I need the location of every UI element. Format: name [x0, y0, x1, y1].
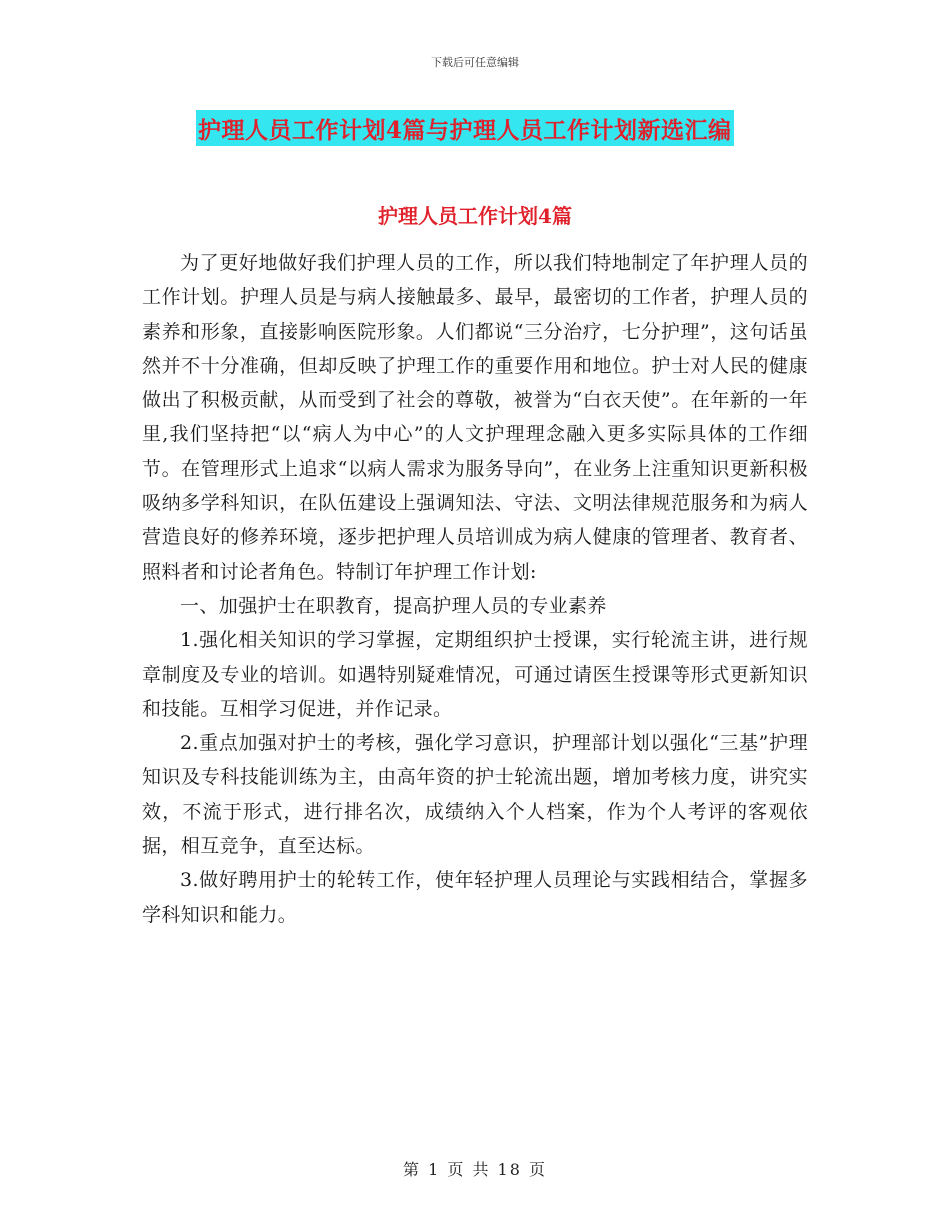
section-title: 护理人员工作计划4篇 — [378, 204, 572, 228]
paragraph-item-1: 1.强化相关知识的学习掌握，定期组织护士授课，实行轮流主讲，进行规章制度及专业的培训。如遇特别疑难情况，可通过请医生授课等形式更新知识和技能。互相学习促进，并作记录。 — [142, 629, 808, 720]
page-number: 第 1 页 共 18 页 — [403, 1160, 547, 1179]
paragraph-intro: 为了更好地做好我们护理人员的工作，所以我们特地制定了年护理人员的工作计划。护理人员是与病人接触最多、最早，最密切的工作者，护理人员的素养和形象，直接影响医院形象。人们都说“三分治疗，七分护理”，这句话虽然并不十分准确，但却反映了护理工作的重要作用和地位。护士对人民的健康做出了积极贡献，从而受到了社会的尊敬，被誉为“白衣天使”。在年新的一年里,我们坚持把“以“病人为中心”的人文护理理念融入更多实际具体的工作细节。在管理形式上追求“以病人需求为服务导向”，在业务上注重知识更新积极吸纳多学科知识，在队伍建设上强调知法、守法、文明法律规范服务和为病人营造良好的修养环境，逐步把护理人员培训成为病人健康的管理者、教育者、照料者和讨论者角色。特制订年护理工作计划: — [142, 252, 808, 583]
header-note: 下载后可任意编辑 — [431, 56, 519, 69]
paragraph-heading-1: 一、加强护士在职教育，提高护理人员的专业素养 — [180, 594, 607, 617]
main-title: 护理人员工作计划4篇与护理人员工作计划新选汇编 — [198, 116, 732, 144]
main-title-highlight — [196, 110, 734, 146]
document-body — [142, 246, 808, 932]
paragraph-item-3: 3.做好聘用护士的轮转工作，使年轻护理人员理论与实践相结合，掌握多学科知识和能力。 — [142, 869, 808, 926]
paragraph-item-2: 2.重点加强对护士的考核，强化学习意识，护理部计划以强化“三基”护理知识及专科技能训练为主，由高年资的护士轮流出题，增加考核力度，讲究实效，不流于形式，进行排名次，成绩纳入个人档案，作为个人考评的客观依据，相互竞争，直至达标。 — [142, 732, 808, 858]
